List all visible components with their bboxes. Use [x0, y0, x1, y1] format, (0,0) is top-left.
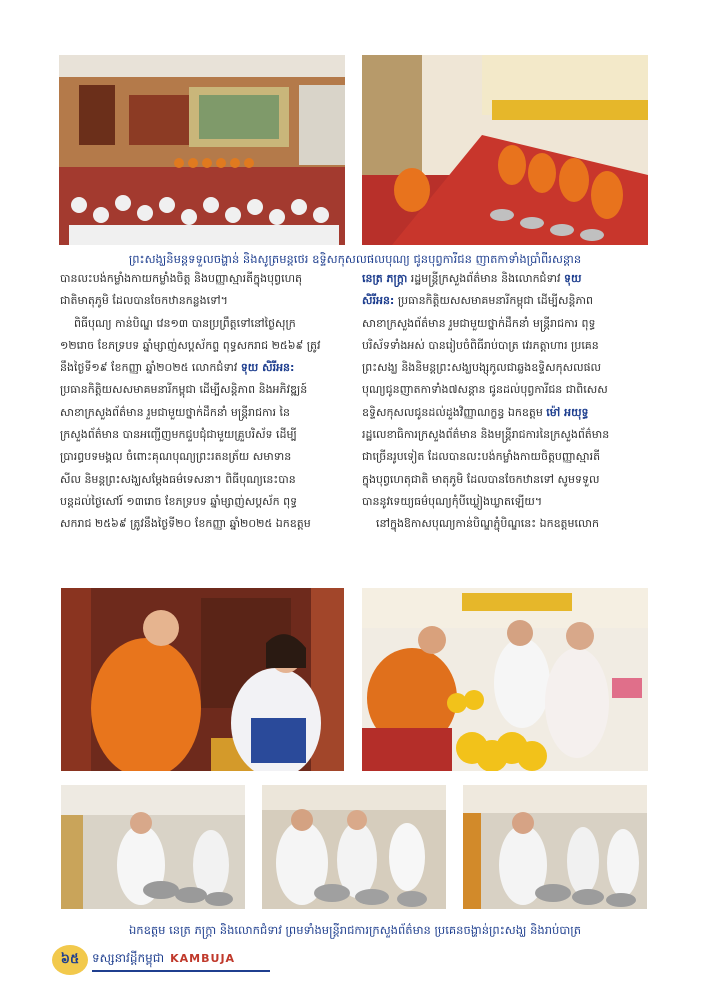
caption-top-photos: ព្រះសង្ឃនិមន្តទទួលចង្ហាន់ និងសូត្រមន្តថេរ ឧទ្ទិសកុសលផលបុណ្យ ជូនបុព្វការីជន ញាតកាទាំងប្រាំពីរសន្តាន	[128, 252, 582, 266]
magazine-name-khmer: ទស្សនាវដ្តីកម្ពុជា	[92, 951, 165, 965]
photo-temple-hall-ceremony	[59, 55, 345, 245]
text-line: ព្រះសង្ឃ និងនិមន្តព្រះសង្ឃបង្សុកូលជាឆ្លងឧទ្ទិសកុសលផល	[362, 361, 602, 375]
photo-alms-giving-2	[262, 785, 446, 909]
text-line: ក្រសួងព័ត៌មាន បានអញ្ជើញមកជួបជុំជាមួយគ្រួបរិស័ទ ដើម្បី	[60, 428, 297, 442]
text-fragment: រដ្ឋមន្ត្រីក្រសួងព័ត៌មាន និងលោកជំទាវ	[410, 272, 561, 285]
article-column-right	[362, 268, 647, 536]
text-line: បន្តដល់ថ្ងៃសៅរ៍ ១៣រោច ខែភទ្របទ ឆ្នាំម្សាញ់សប្តស័ក ពុទ្ធ	[60, 494, 298, 508]
footer-divider	[92, 970, 270, 972]
photo-monk-receiving-offering	[61, 588, 344, 771]
text-line: ជាតិមាតុភូមិ ដែលបានចែកឋានកន្លងទៅ។	[60, 294, 228, 308]
text-line	[362, 290, 647, 312]
article-column-left	[60, 268, 345, 536]
text-line: ជាច្រើនរូបទៀត ដែលបានលះបង់កម្លាំងកាយចិត្តបញ្ញាស្មារតី	[362, 450, 601, 464]
text-line: នៅក្នុងឱកាសបុណ្យកាន់បិណ្ឌភ្ជុំបិណ្ឌនេះ ឯកឧត្តមលោក	[376, 517, 599, 531]
text-line: បុណ្យជូនញាតកាទាំង៧សន្តាន ជូនដល់បុព្វការីជន ជាពិសេស	[362, 383, 608, 397]
person-name: សិរីអន:	[362, 294, 395, 308]
text-line: សករាជ ២៥៦៩ ត្រូវនឹងថ្ងៃទី២០ ខែកញ្ញា ឆ្នាំ២០២៥ ឯកឧត្តម	[60, 517, 311, 531]
photo-couple-offering-monk	[362, 588, 648, 771]
text-fragment: ប្រធានកិត្តិយសសមាគមនារីកម្ពុជា ដើម្បីសន្តិភាព	[397, 294, 593, 308]
person-name: ម៉ៅ អយុទ្ធ	[546, 405, 589, 419]
photo-alms-giving-1	[61, 785, 245, 909]
text-line	[362, 268, 647, 290]
person-name: ទុយ សិរីអន:	[240, 361, 295, 375]
text-line: សាខាក្រសួងព័ត៌មាន រួមជាមួយថ្នាក់ដឹកនាំ មន្ត្រីរាជការ នៃ	[60, 405, 291, 419]
text-line: ប្រារព្ធបទមង្គល ចំពោះគុណបុណ្យព្រះរតនត្រ័យ សមាទាន	[60, 450, 292, 464]
text-fragment: ឧទ្ទិសកុសលជូនដល់ដួងវិញ្ញាណក្ខន្ធ ឯកឧត្តម	[362, 405, 543, 419]
person-name: នេត្រ ភក្ត្រា	[362, 272, 408, 285]
text-line: ប្រធានកិត្តិយសសមាគមនារីកម្ពុជា ដើម្បីសន្តិភាព និងអភិវឌ្ឍន៍	[60, 383, 308, 397]
magazine-name-english: KAMBUJA	[170, 952, 236, 965]
text-fragment: នឹងថ្ងៃទី១៩ ខែកញ្ញា ឆ្នាំ២០២៥ លោកជំទាវ	[60, 361, 238, 375]
text-line: បរិស័ទទាំងអស់ បានរៀបចំពិធីរាប់បាត្រ វេរភត្តាហារ ប្រគេន	[362, 338, 599, 352]
caption-bottom-photos: ឯកឧត្តម នេត្រ ភក្ត្រា និងលោកជំទាវ ព្រមទាំងមន្ត្រីរាជការក្រសួងព័ត៌មាន ប្រគេនចង្ហាន់ព្រះសង្ឃ និងរាប់បាត្រ	[128, 923, 581, 937]
text-line: ក្នុងបុព្វហេតុជាតិ មាតុភូមិ ដែលបានចែកឋានទៅ សូមទទួល	[362, 472, 600, 486]
text-line: បានលះបង់កម្លាំងកាយកម្លាំងចិត្ត និងបញ្ញាស្មារតីក្នុងបុព្វហេតុ	[60, 272, 303, 285]
photo-alms-giving-3	[463, 785, 647, 909]
text-line: សីល និមន្តព្រះសង្ឃសម្តែងធម៌ទេសនា។ ពិធីបុណ្យនេះបាន	[60, 472, 296, 486]
text-line: បាននូវទេយ្យធម៌បុណ្យកុំបីឃ្លៀងឃ្លាតឡើយ។	[362, 494, 543, 508]
person-name: ទុយ	[564, 272, 582, 285]
text-line	[60, 357, 345, 379]
text-line: សាខាក្រសួងព័ត៌មាន រួមជាមួយថ្នាក់ដឹកនាំ មន្ត្រីរាជការ ពុទ្ធ	[362, 316, 596, 330]
photo-monks-offerings	[362, 55, 648, 245]
text-line: ១២រោច ខែភទ្របទ ឆ្នាំម្សាញ់សប្តស័កព្ទ ពុទ្ធសករាជ ២៥៦៩ ត្រូវ	[60, 338, 321, 352]
text-line: ពិធីបុណ្យ កាន់បិណ្ឌ វេន១៣ បានប្រព្រឹត្តទៅនៅថ្ងៃសុក្រ	[74, 316, 296, 330]
text-line	[362, 402, 647, 424]
text-line: រដ្ឋលេខាធិការក្រសួងព័ត៌មាន និងមន្ត្រីរាជការនៃក្រសួងព័ត៌មាន	[362, 428, 610, 442]
page-number: ៦៥	[52, 945, 88, 975]
magazine-name	[92, 950, 235, 968]
